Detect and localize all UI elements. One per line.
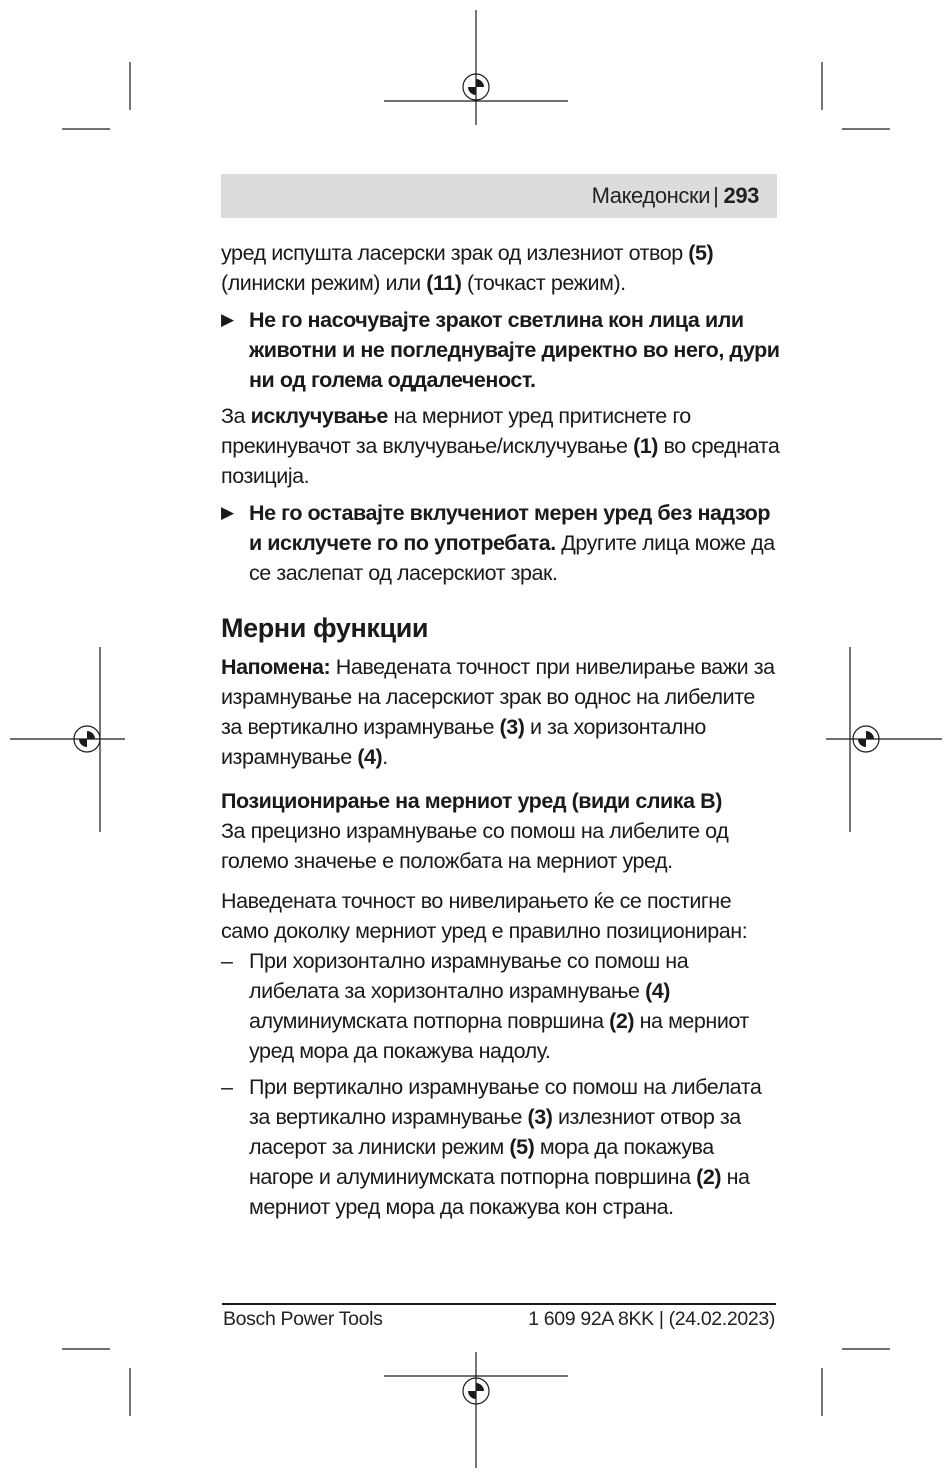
section-title: Мерни функции (221, 613, 429, 643)
warning-unattended: ▶ Не го оставајте вклучениот мерен уред без надзор и исклучете го по употребата. Другите лица може да се заслепат од ласерскиот зрак. (221, 498, 781, 588)
note-label: Напомена: (221, 655, 331, 679)
ref-number: (5) (688, 241, 714, 265)
dash-bullet: – (221, 949, 233, 973)
ref-number: (3) (527, 1105, 553, 1129)
footer-doc-id: 1 609 92A 8KK | (24.02.2023) (528, 1308, 775, 1330)
triangle-right-icon: ▶ (221, 310, 234, 329)
ref-number: (2) (609, 1009, 635, 1033)
ref-number: (1) (633, 434, 658, 458)
paragraph-positioning: За прецизно израмнување со помош на либелите од големо значење е положбата на мерниот уред. (221, 819, 729, 873)
paragraph-switch-off: За исклучување на мерниот уред притиснете го прекинувачот за вклучување/исклучување (1) во средната позиција. (221, 404, 780, 488)
header-separator: | (713, 183, 719, 208)
ref-number: (3) (499, 715, 525, 739)
ref-number: (11) (426, 271, 462, 295)
paragraph-laser-output: уред испушта ласерски зрак од излезниот отвор (5) (линиски режим) или (11) (точкаст режим). (221, 241, 714, 295)
positioning-list (221, 946, 781, 1222)
note-paragraph: Напомена: Наведената точност при нивелирање важи за израмнување на ласерскиот зрак во однос на либелите за вертикално израмнување (3) и за хоризонтално израмнување (4). (221, 655, 775, 769)
warning-laser-eyes: ▶ Не го насочувајте зракот светлина кон лица или животни и не погледнувајте директно во него, дури ни од голема оддалеченост. (221, 305, 781, 395)
page-footer (223, 1305, 775, 1333)
ref-number: (4) (645, 979, 671, 1003)
footer-publisher: Bosch Power Tools (223, 1308, 383, 1330)
triangle-right-icon: ▶ (221, 503, 234, 522)
list-item: – При хоризонтално израмнување со помош на либелата за хоризонтално израмнување (4) алуминиумската потпорна површина (2) на мерниот уред мора да покажува надолу. (221, 946, 781, 1066)
ref-number: (5) (509, 1135, 535, 1159)
page-number: 293 (723, 183, 759, 208)
subheading: Позиционирање на мерниот уред (види слика B) (221, 789, 722, 813)
page-header (221, 174, 777, 218)
paragraph-accuracy: Наведената точност во нивелирањето ќе се постигне само доколку мерниот уред е правилно позициониран: (221, 889, 748, 943)
ref-number: (4) (357, 745, 383, 769)
header-language: Македонски (591, 183, 711, 208)
dash-bullet: – (221, 1075, 233, 1099)
ref-number: (2) (696, 1165, 722, 1189)
list-item: – При вертикално израмнување со помош на либелата за вертикално израмнување (3) излезниот отвор за ласерот за линиски режим (5) мора да покажува нагоре и алуминиумската потпорна површина (2) на мерниот уред мора да покажува кон страна. (221, 1072, 781, 1222)
page-content (221, 238, 781, 1222)
